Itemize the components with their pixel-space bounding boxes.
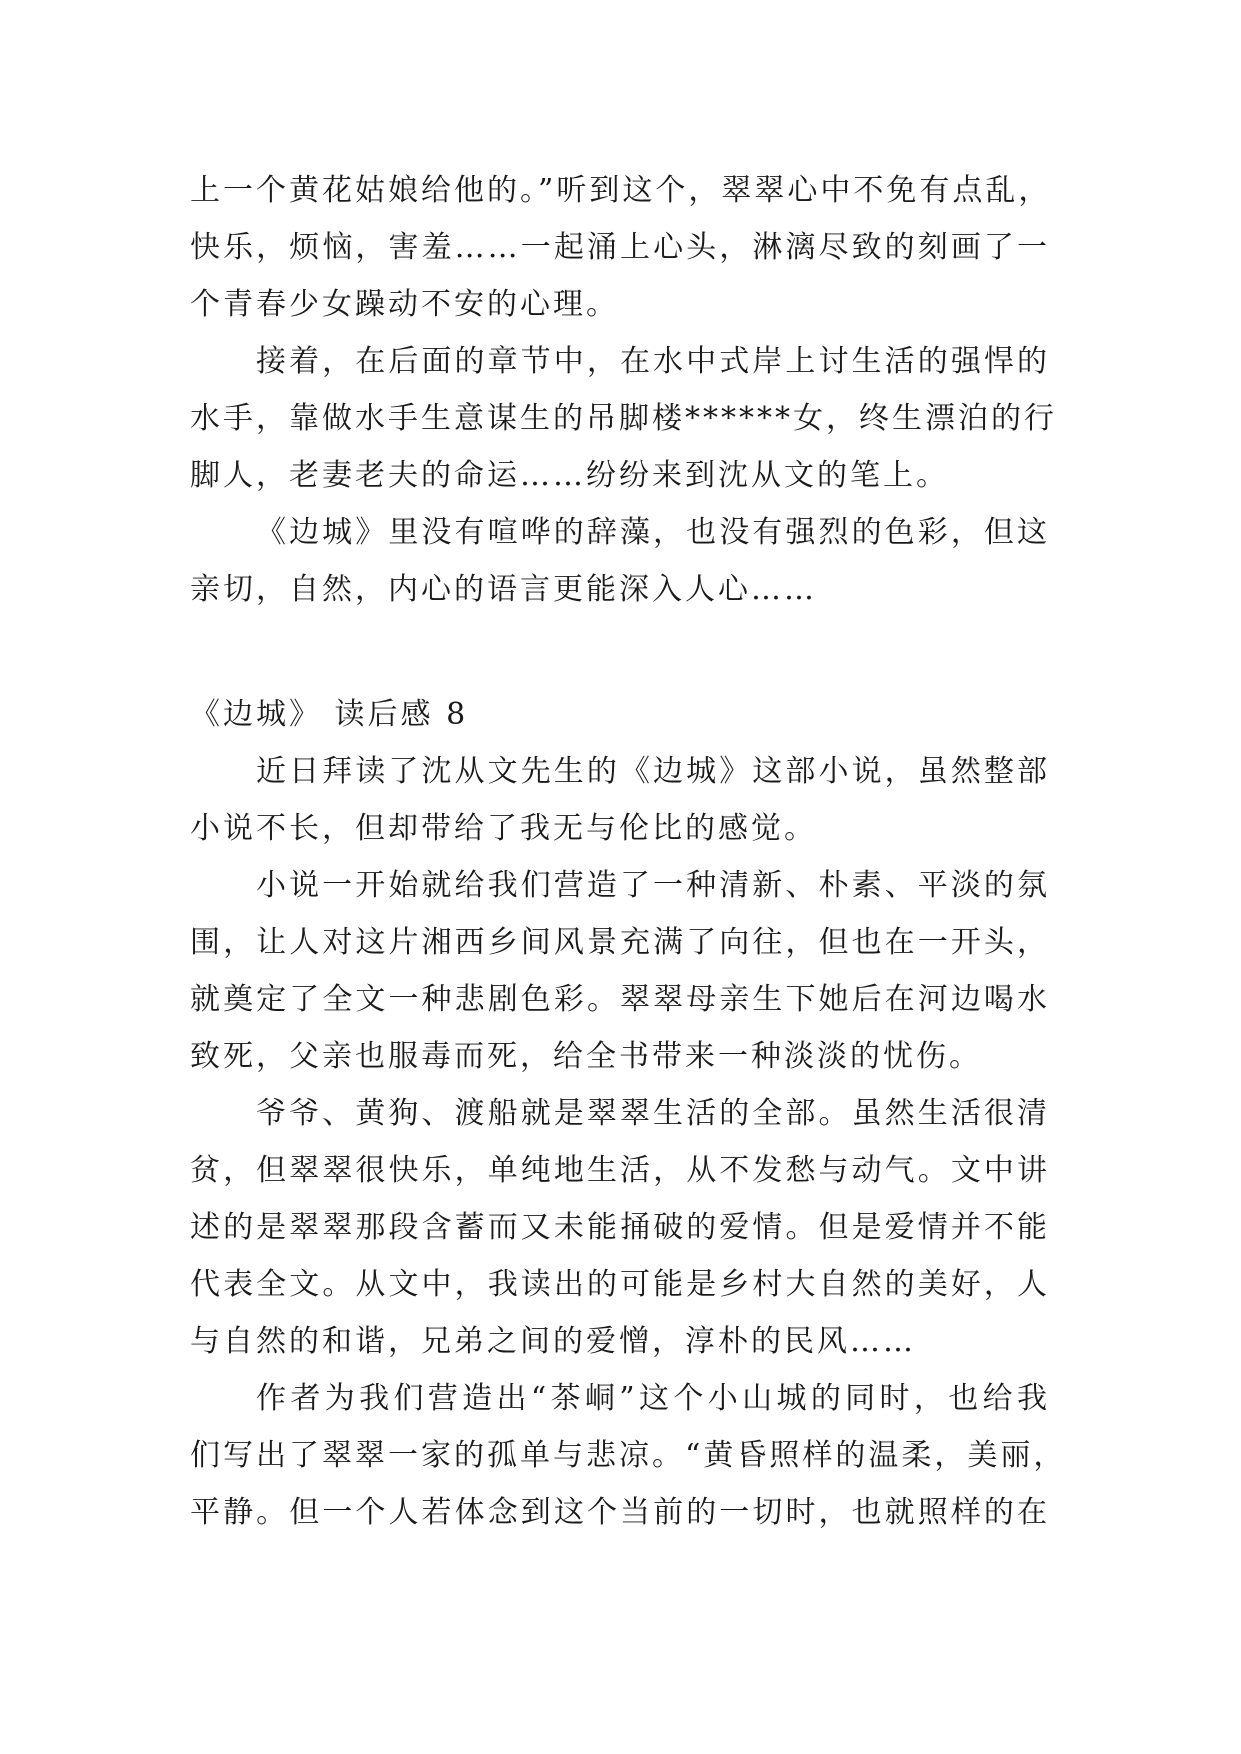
text-line: 作者为我们营造出“茶峒”这个小山城的同时，也给我 xyxy=(256,1381,1050,1416)
text-line: 上一个黄花姑娘给他的。”听到这个，翠翠心中不免有点乱， xyxy=(190,173,1052,208)
text-line: 爷爷、黄狗、渡船就是翠翠生活的全部。虽然生活很清 xyxy=(256,1096,1050,1131)
text-line: 《边城》里没有喧哗的辞藻，也没有强烈的色彩，但这 xyxy=(256,515,1050,550)
text-line: 与自然的和谐，兄弟之间的爱憎，淳朴的民风…… xyxy=(190,1324,916,1359)
paragraph xyxy=(190,743,1050,857)
text-line: 平静。但一个人若体念到这个当前的一切时，也就照样的在 xyxy=(190,1495,1050,1530)
text-line: 述的是翠翠那段含蓄而又未能捅破的爱情。但是爱情并不能 xyxy=(190,1210,1050,1245)
section-heading: 《边城》 读后感 8 xyxy=(190,697,469,732)
text-line: 水手，靠做水手生意谋生的吊脚楼******女，终生漂泊的行 xyxy=(190,401,1057,436)
text-line: 围，让人对这片湘西乡间风景充满了向往，但也在一开头， xyxy=(190,925,1050,960)
paragraph xyxy=(190,504,1050,618)
section-spacer xyxy=(190,618,1050,686)
text-line: 们写出了翠翠一家的孤单与悲凉。“黄昏照样的温柔，美丽， xyxy=(190,1438,1067,1473)
paragraph xyxy=(190,333,1057,504)
text-line: 小说一开始就给我们营造了一种清新、朴素、平淡的氛 xyxy=(256,868,1050,903)
paragraph xyxy=(190,1370,1067,1541)
document-body xyxy=(190,162,1067,1541)
text-line: 贫，但翠翠很快乐，单纯地生活，从不发愁与动气。文中讲 xyxy=(190,1153,1050,1188)
text-line: 亲切，自然，内心的语言更能深入人心…… xyxy=(190,572,817,607)
text-line: 快乐，烦恼，害羞……一起涌上心头，淋漓尽致的刻画了一 xyxy=(190,230,1050,265)
text-line: 接着，在后面的章节中，在水中式岸上讨生活的强悍的 xyxy=(256,344,1050,379)
paragraph xyxy=(190,1085,1050,1370)
paragraph xyxy=(190,857,1050,1085)
text-line: 致死，父亲也服毒而死，给全书带来一种淡淡的忧伤。 xyxy=(190,1039,982,1074)
text-line: 脚人，老妻老夫的命运……纷纷来到沈从文的笔上。 xyxy=(190,458,949,493)
text-line: 个青春少女躁动不安的心理。 xyxy=(190,287,619,322)
text-line: 就奠定了全文一种悲剧色彩。翠翠母亲生下她后在河边喝水 xyxy=(190,982,1050,1017)
text-line: 近日拜读了沈从文先生的《边城》这部小说，虽然整部 xyxy=(256,754,1050,789)
text-line: 小说不长，但却带给了我无与伦比的感觉。 xyxy=(190,811,817,846)
paragraph-continuation xyxy=(190,162,1050,333)
text-line: 代表全文。从文中，我读出的可能是乡村大自然的美好，人 xyxy=(190,1267,1050,1302)
